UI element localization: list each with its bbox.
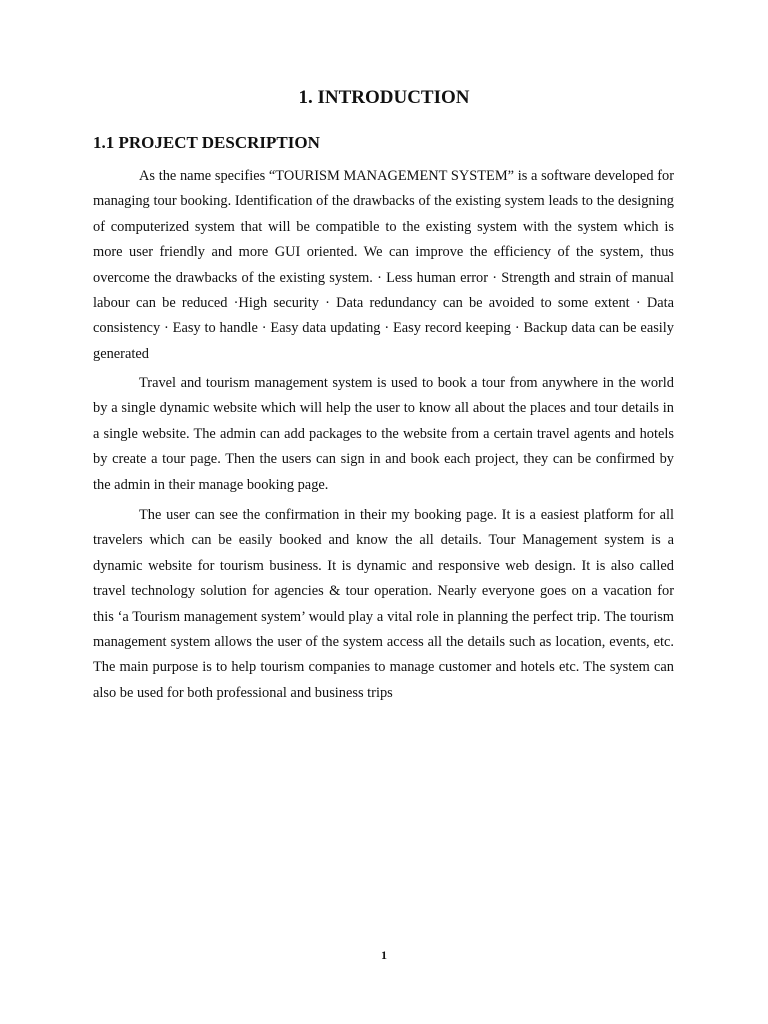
page-number: 1	[381, 948, 387, 962]
paragraph-travel-tourism-system: Travel and tourism management system is used to book a tour from anywhere in the world by a single dynamic website which will help the user to know all about the places and tour details in a single website. The admin can add packages to the website from a certain travel agents and hotels by create a tour page. Then the users can sign in and book each project, they can be confirmed by the admin in their manage booking page.	[93, 375, 674, 493]
paragraph-project-description: As the name specifies “TOURISM MANAGEMENT SYSTEM” is a software developed for managing tour booking. Identification of the drawbacks of the existing system leads to the designing of computerized system that will be compatible to the existing system with the system which is more user friendly and more GUI oriented. We can improve the efficiency of the system, thus overcome the drawbacks of the existing system. · Less human error · Strength and strain of manual labour can be reduced ·High security · Data redundancy can be avoided to some extent · Data consistency · Easy to handle · Easy data updating · Easy record keeping · Backup data can be easily generated	[93, 168, 674, 362]
section-title: 1.1 PROJECT DESCRIPTION	[93, 133, 320, 152]
paragraph-booking-confirmation: The user can see the confirmation in their my booking page. It is a easiest platform for all travelers which can be easily booked and know the all details. Tour Management system is a dynamic website for tourism business. It is dynamic and responsive web design. It is also called travel technology solution for agencies & tour operation. Nearly everyone goes on a vacation for this ‘a Tourism management system’ would play a vital role in planning the perfect trip. The tourism management system allows the user of the system access all the details such as location, events, etc. The main purpose is to help tourism companies to manage customer and hotels etc. The system can also be used for both professional and business trips	[93, 507, 674, 701]
chapter-title: 1. INTRODUCTION	[298, 87, 470, 108]
